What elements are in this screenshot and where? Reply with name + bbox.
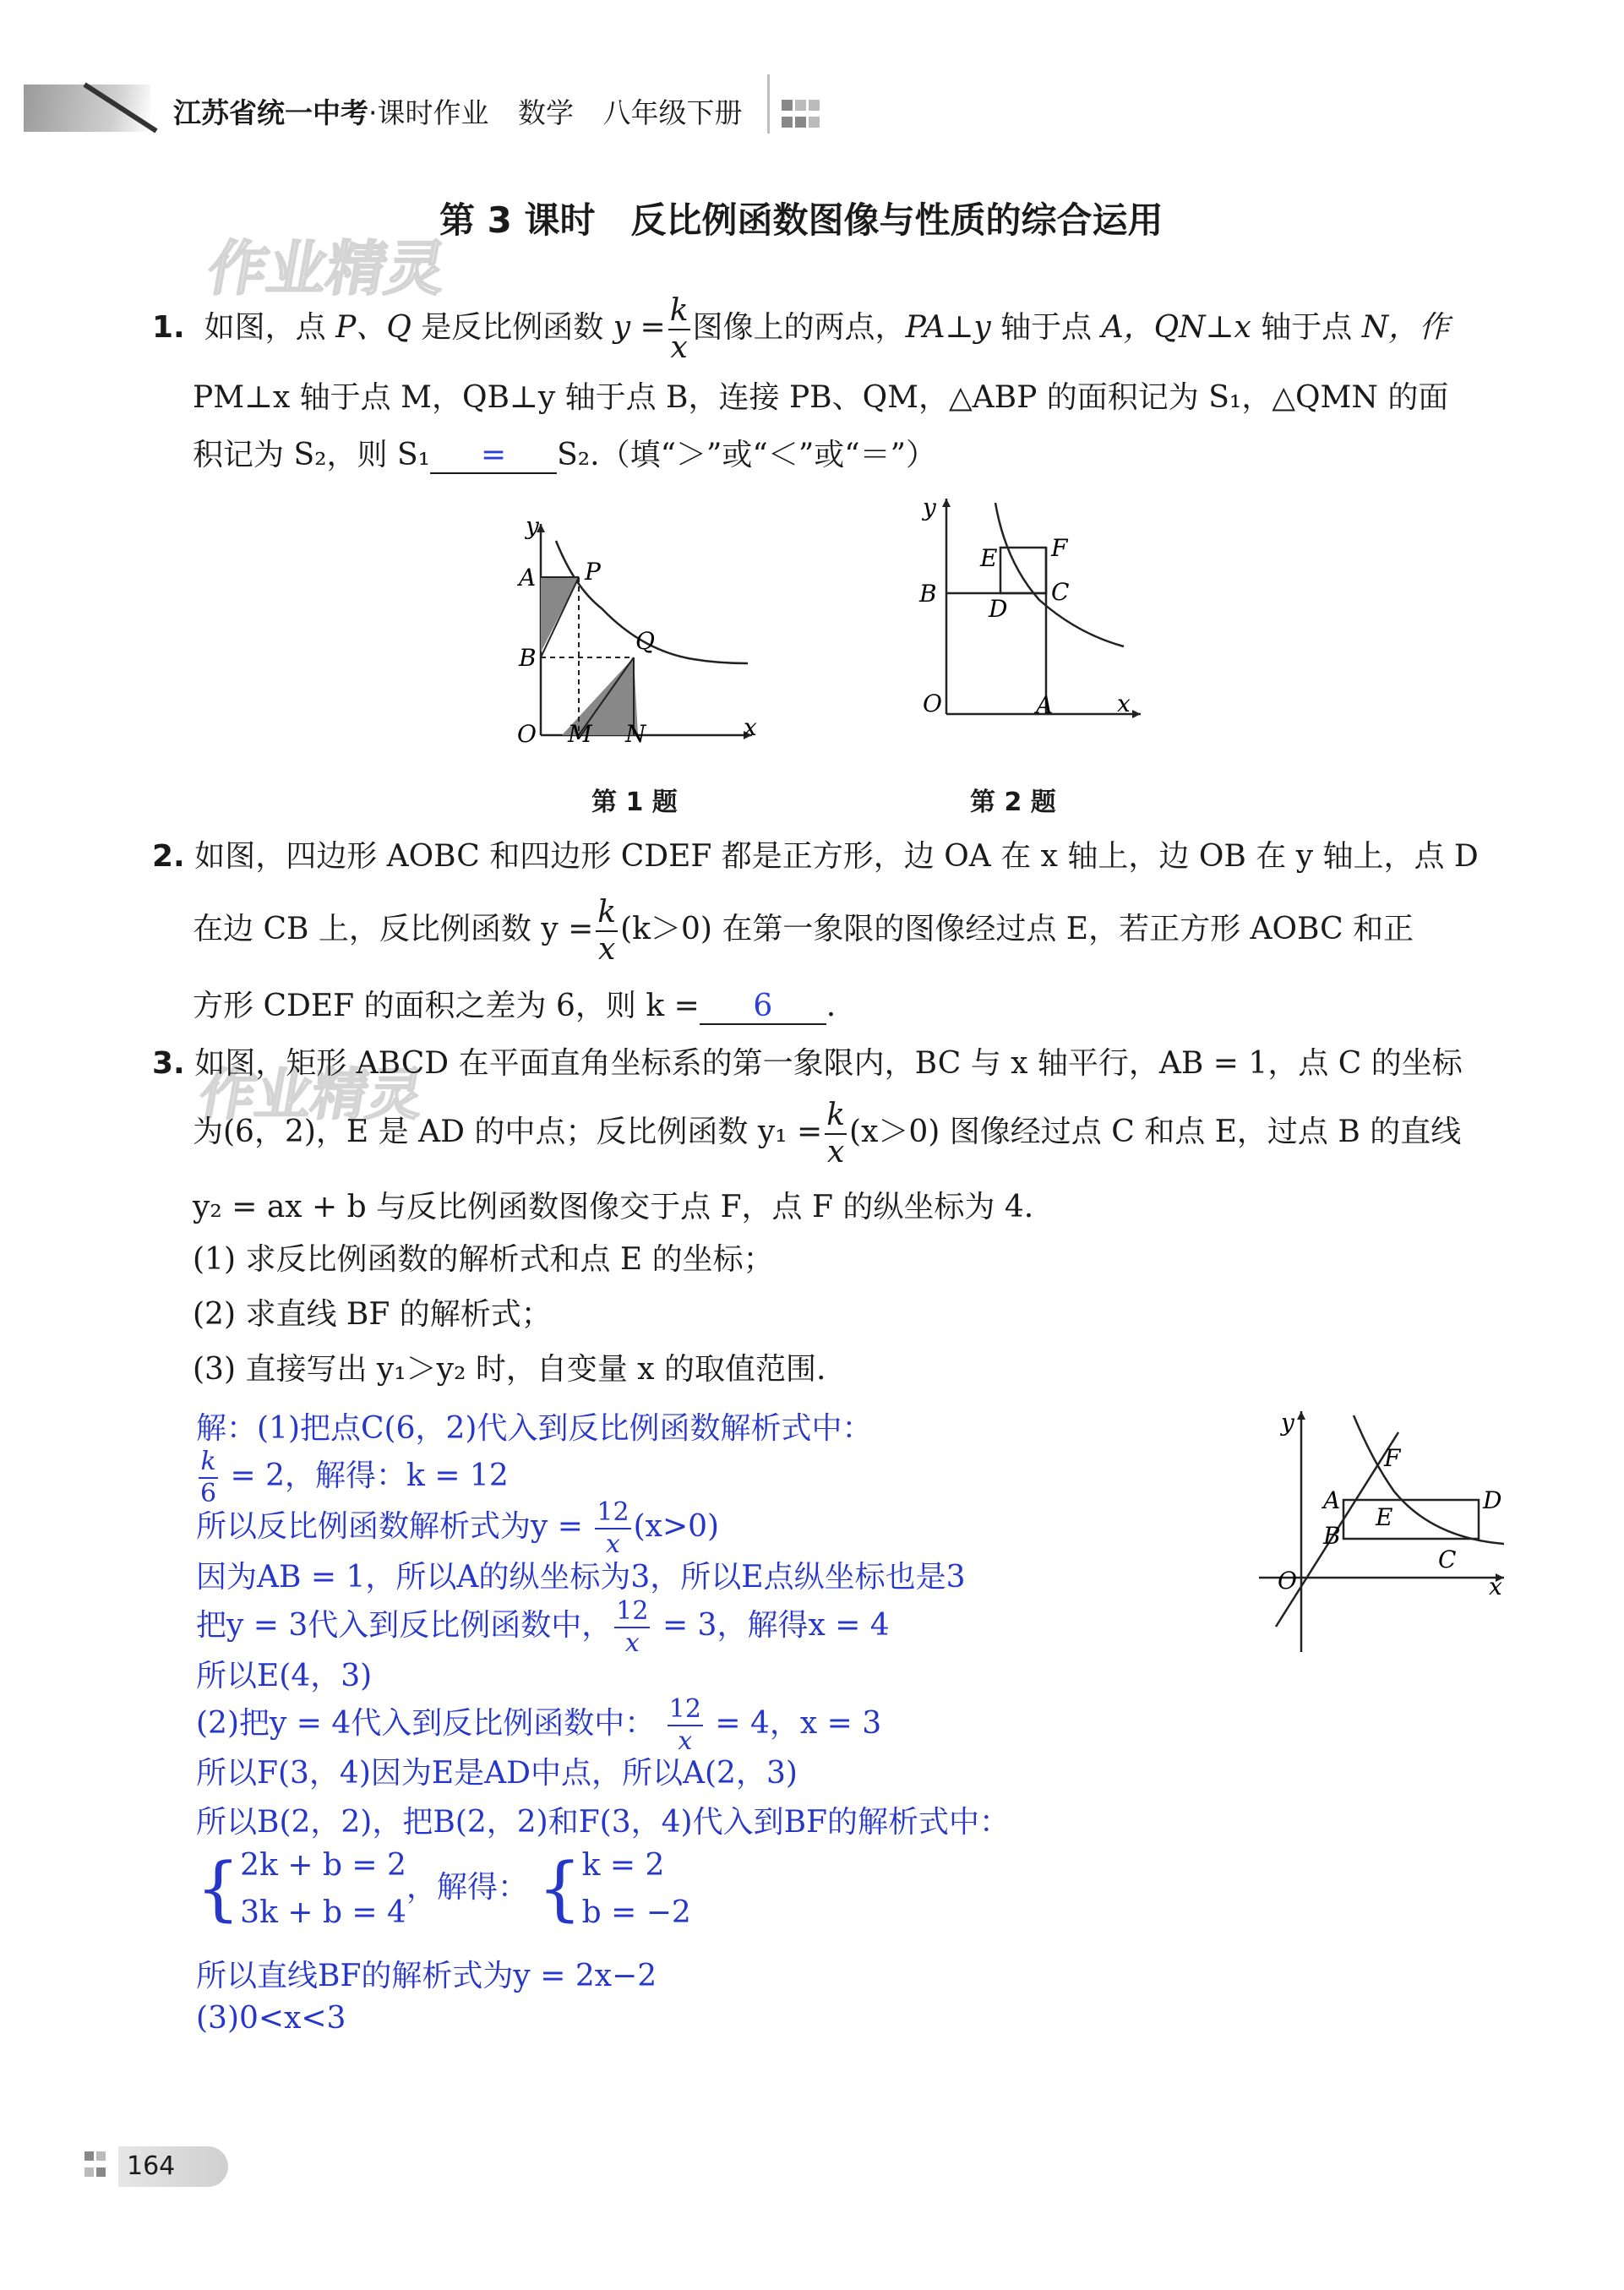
watermark: 作业精灵 [202, 234, 452, 303]
fig3-label-x: x [1489, 1573, 1502, 1600]
header-title: 江苏省统一中考·课时作业 数学 八年级下册 [173, 96, 743, 129]
q1-fraction: $\frac{k}{x}$ [669, 293, 689, 365]
fig2-curve [995, 503, 1124, 646]
fig3-label-O: O [1278, 1567, 1297, 1595]
fig3-label-E: E [1376, 1503, 1393, 1531]
q2-line2: 在边 CB 上，反比例函数 y = $\frac{k}{x}$ (k＞0) 在第一象限的图像经过点 E，若正方形 AOBC 和正 [193, 895, 1414, 967]
answer-line-2: $\frac{k}{6}$ = 2，解得：k = 12 [200, 1447, 509, 1508]
q1-line2: PM⊥x 轴于点 M，QB⊥y 轴于点 B，连接 PB、QM，△ABP 的面积记为 S₁，△QMN 的面 [193, 380, 1449, 415]
q3-part1: (1) 求反比例函数的解析式和点 E 的坐标； [193, 1242, 774, 1277]
fig2-label-B: B [919, 580, 937, 608]
q3-number: 3. [152, 1046, 185, 1081]
fig2-label-y: y [923, 493, 936, 521]
page-number: 164 [127, 2151, 176, 2181]
fig2-label-D: D [989, 595, 1008, 623]
q2-number: 2. [152, 839, 185, 874]
fig2-label-A: A [1036, 691, 1054, 719]
answer-line-1: 解：(1)把点C(6，2)代入到反比例函数解析式中： [196, 1411, 873, 1446]
q2-line3: 方形 CDEF 的面积之差为 6，则 k = 6 . [193, 989, 837, 1023]
fig3-label-y: y [1281, 1409, 1294, 1437]
lesson-title: 第 3 课时 反比例函数图像与性质的综合运用 [439, 199, 1164, 241]
answer-equation-system: {2k + b = 2 3k + b = 4，解得： {k = 2 b = −2 [196, 1848, 691, 1930]
fig3-label-F: F [1384, 1444, 1401, 1472]
watermark-2: 作业精灵 [194, 1062, 429, 1127]
q1-answer-blank: = [430, 438, 557, 474]
q2-line1: 2. 如图，四边形 AOBC 和四边形 CDEF 都是正方形，边 OA 在 x 轴上，边 OB 在 y 轴上，点 D [152, 839, 1479, 874]
fig3-label-B: B [1323, 1522, 1341, 1550]
header-grid-icon [782, 100, 822, 134]
q2-answer-blank: 6 [700, 989, 826, 1025]
q1-line1: 1. 如图，点 P、Q 是反比例函数 y = $\frac{k}{x}$ 图像上的两点，PA⊥y 轴于点 A，QN⊥x 轴于点 N，作 [152, 293, 1450, 365]
fig3-rectangle-ABCD [1343, 1500, 1479, 1539]
fig1-label-y: y [526, 512, 539, 540]
q2-fraction: $\frac{k}{x}$ [597, 895, 617, 967]
header-separator [767, 74, 770, 134]
answer-line-7: (2)把y = 4代入到反比例函数中： $\frac{12}{x}$ = 4，x = 3 [196, 1694, 882, 1756]
fig2-label-O: O [923, 690, 942, 717]
fig1-label-O: O [517, 720, 537, 748]
figure-1 [507, 507, 760, 752]
q3-line1: 3. 如图，矩形 ABCD 在平面直角坐标系的第一象限内，BC 与 x 轴平行，AB = 1，点 C 的坐标 [152, 1046, 1463, 1081]
figure-1-caption: 第 1 题 [591, 788, 678, 817]
answer-line-9: 所以B(2，2)，把B(2，2)和F(3，4)代入到BF的解析式中： [196, 1805, 1011, 1840]
fig1-label-B: B [519, 644, 537, 672]
answer-line-8: 所以F(3，4)因为E是AD中点，所以A(2，3) [196, 1756, 798, 1791]
figure-3 [1251, 1399, 1512, 1660]
answer-line-6: 所以E(4，3) [196, 1659, 373, 1693]
fig2-label-E: E [980, 544, 998, 572]
fig1-label-Q: Q [635, 627, 655, 655]
answer-line-11: (3)0<x<3 [196, 2001, 346, 2036]
answer-line-10: 所以直线BF的解析式为y = 2x−2 [196, 1959, 657, 1993]
fig3-label-D: D [1483, 1486, 1502, 1514]
fig2-label-C: C [1051, 578, 1070, 606]
q3-fraction: $\frac{k}{x}$ [826, 1098, 846, 1170]
fig1-label-x: x [744, 713, 757, 741]
fig1-label-P: P [585, 558, 601, 586]
fig1-label-A: A [519, 564, 537, 592]
q3-line2: 为(6，2)，E 是 AD 的中点；反比例函数 y₁ = $\frac{k}{x}$ (x＞0) 图像经过点 C 和点 E，过点 B 的直线 [193, 1098, 1462, 1170]
q3-part3: (3) 直接写出 y₁＞y₂ 时，自变量 x 的取值范围. [193, 1352, 826, 1387]
fig2-label-x: x [1117, 690, 1131, 717]
q1-number: 1. [152, 310, 185, 345]
fig3-label-C: C [1438, 1546, 1457, 1573]
fig1-label-M: M [568, 720, 592, 748]
fig3-label-A: A [1323, 1486, 1341, 1514]
fig1-label-N: N [625, 720, 646, 748]
fig2-square-CDEF [1000, 548, 1046, 593]
q3-line3: y₂ = ax + b 与反比例函数图像交于点 F，点 F 的纵坐标为 4. [193, 1190, 1034, 1224]
answer-line-5: 把y = 3代入到反比例函数中， $\frac{12}{x}$ = 3，解得x = 4 [196, 1596, 890, 1658]
footer-grid-icon [84, 2151, 108, 2183]
figure-2-caption: 第 2 题 [970, 788, 1056, 817]
header-slash-decoration [80, 80, 165, 139]
q3-part2: (2) 求直线 BF 的解析式； [193, 1297, 552, 1332]
q1-line3: 积记为 S₂，则 S₁ = S₂.（填“＞”或“＜”或“＝”） [193, 438, 937, 472]
answer-line-3: 所以反比例函数解析式为y = $\frac{12}{x}$ (x>0) [196, 1497, 720, 1559]
answer-line-4: 因为AB = 1，所以A的纵坐标为3，所以E点纵坐标也是3 [196, 1560, 966, 1595]
fig2-label-F: F [1051, 534, 1068, 562]
figure-2 [896, 490, 1149, 744]
